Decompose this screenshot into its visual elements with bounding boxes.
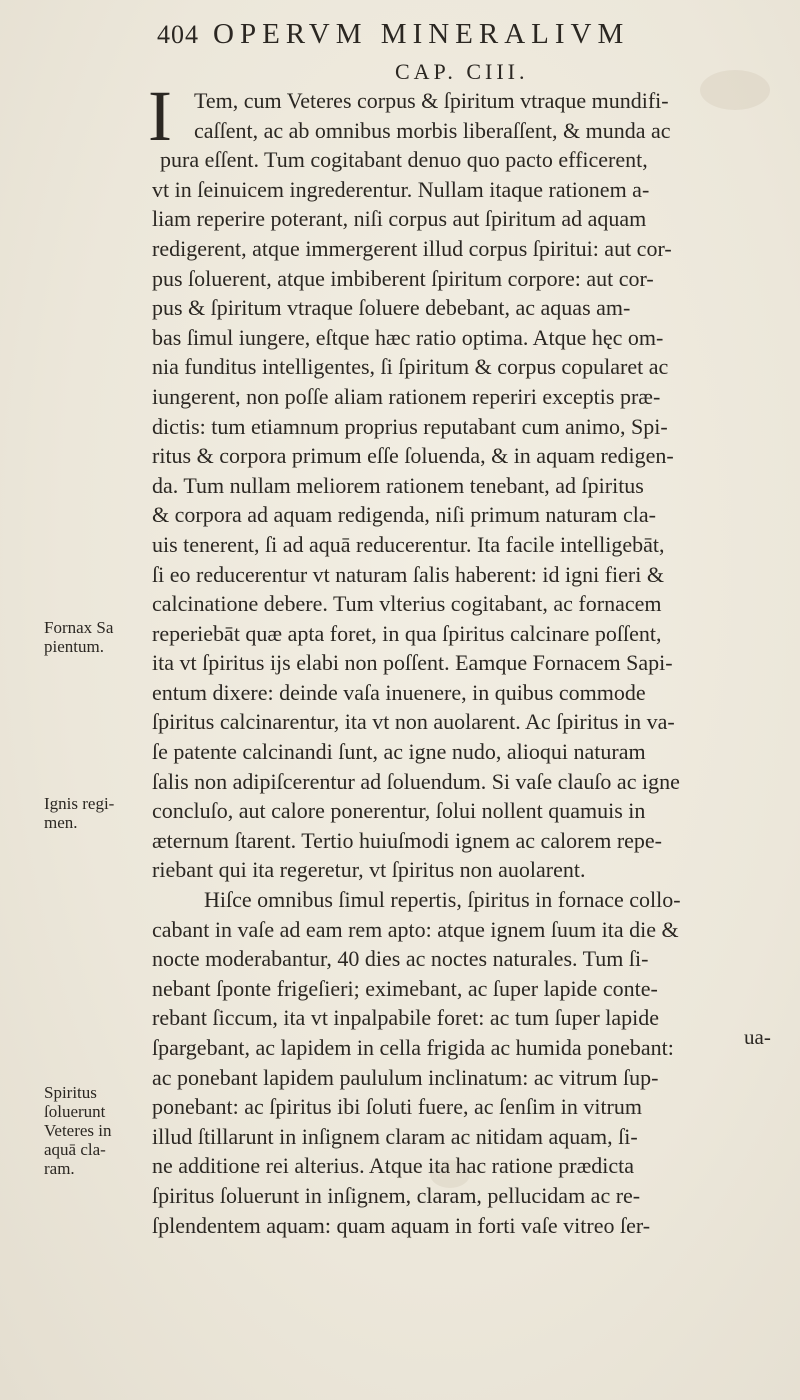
text-line: ſalis non adipiſcerentur ad ſoluendum. Si vaſe clauſo ac igne: [152, 768, 680, 794]
text-line: concluſo, aut calore ponerentur, ſolui nollent quamuis in: [152, 798, 646, 824]
text-line: vt in ſeinuicem ingrederentur. Nullam itaque rationem a-: [152, 176, 650, 202]
text-line: ne additione rei alterius. Atque ita hac ratione prædicta: [152, 1153, 634, 1179]
margin-note-line: Spiritus: [44, 1083, 97, 1102]
page-number: 404: [157, 20, 199, 49]
text-line: pus & ſpiritum vtraque ſoluere debebant, ac aquas am-: [152, 295, 631, 321]
text-line: riebant qui ita regeretur, vt ſpiritus non auolarent.: [152, 857, 586, 883]
text-line: pus ſoluerent, atque imbiberent ſpiritum corpore: aut cor-: [152, 265, 654, 291]
text-line: nocte moderabantur, 40 dies ac noctes naturales. Tum ſi-: [152, 946, 649, 972]
text-line: calcinatione debere. Tum vlterius cogitabant, ac fornacem: [152, 591, 662, 617]
margin-note-fornax: [44, 618, 148, 656]
text-line: ſi eo reducerentur vt naturam ſalis haberent: id igni fieri &: [152, 561, 664, 587]
text-line: ſpiritus calcinarentur, ita vt non auolarent. Ac ſpiritus in va-: [152, 709, 675, 735]
chapter-heading: CAP. CIII.: [395, 59, 529, 84]
margin-note-line: ſoluerunt: [44, 1102, 106, 1121]
margin-note-line: pientum.: [44, 637, 104, 656]
text-line: entum dixere: deinde vaſa inuenere, in quibus commode: [152, 679, 646, 705]
margin-note-line: men.: [44, 813, 78, 832]
text-line: & corpora ad aquam redigenda, niſi primum naturam cla-: [152, 502, 656, 528]
text-line: caſſent, ac ab omnibus morbis liberaſſent, & munda ac: [194, 117, 671, 143]
text-line: liam reperire poterant, niſi corpus aut ſpiritum ad aquam: [152, 206, 647, 232]
margin-note-ignis: [44, 794, 148, 832]
margin-note-line: Veteres in: [44, 1121, 112, 1140]
text-line: rebant ſiccum, ita vt inpalpabile foret: ac tum ſuper lapide: [152, 1005, 660, 1031]
text-line: dictis: tum etiamnum proprius reputabant cum animo, Spi-: [152, 413, 668, 439]
text-line: pura eſſent. Tum cogitabant denuo quo pacto efficerent,: [160, 147, 648, 173]
body-text: [152, 86, 772, 1240]
text-line: ita vt ſpiritus ijs elabi non poſſent. Eamque Fornacem Sapi-: [152, 650, 673, 676]
text-line: ponebant: ac ſpiritus ibi ſoluti fuere, ac ſenſim in vitrum: [152, 1094, 642, 1120]
text-line: uis tenerent, ſi ad aquā reducerentur. Ita facile intelligebāt,: [152, 531, 665, 557]
text-line: Hiſce omnibus ſimul repertis, ſpiritus in fornace collo-: [204, 887, 681, 913]
drop-cap: I: [148, 76, 172, 156]
text-line: bas ſimul iungere, eſtque hæc ratio optima. Atque hęc om-: [152, 324, 664, 350]
catchword: ua-: [744, 1025, 771, 1049]
text-line: illud ſtillarunt in inſignem claram ac nitidam aquam, ſi-: [152, 1123, 638, 1149]
text-line: da. Tum nullam meliorem rationem tenebant, ad ſpiritus: [152, 472, 644, 498]
text-line: iungerent, non poſſe aliam rationem reperiri exceptis præ-: [152, 383, 661, 409]
margin-note-line: ram.: [44, 1159, 75, 1178]
text-line: cabant in vaſe ad eam rem apto: atque ignem ſuum ita die &: [152, 916, 679, 942]
margin-note-line: aquā cla-: [44, 1140, 106, 1159]
text-line: reperiebāt quæ apta foret, in qua ſpiritus calcinare poſſent,: [152, 620, 662, 646]
margin-note-line: Ignis regi-: [44, 794, 115, 813]
text-line: nebant ſponte frigeſieri; eximebant, ac ſuper lapide conte-: [152, 975, 658, 1001]
text-line: redigerent, atque immergerent illud corpus ſpiritui: aut cor-: [152, 235, 672, 261]
margin-note-spiritus: [44, 1083, 148, 1178]
margin-note-line: Fornax Sa: [44, 618, 114, 637]
text-line: Tem, cum Veteres corpus & ſpiritum vtraque mundifi-: [194, 88, 669, 113]
text-line: ritus & corpora primum eſſe ſoluenda, & in aquam redigen-: [152, 443, 674, 469]
text-line: ſe patente calcinandi ſunt, ac igne nudo, alioqui naturam: [152, 739, 646, 765]
text-line: ſpiritus ſoluerunt in inſignem, claram, pellucidam ac re-: [152, 1182, 641, 1208]
text-line: æternum ſtarent. Tertio huiuſmodi ignem ac calorem repe-: [152, 827, 662, 853]
text-line: nia funditus intelligentes, ſi ſpiritum & corpus copularet ac: [152, 354, 669, 380]
text-line: ſpargebant, ac lapidem in cella frigida ac humida ponebant:: [152, 1035, 674, 1060]
running-title: OPERVM MINERALIVM: [213, 18, 630, 50]
text-line: ſplendentem aquam: quam aquam in forti vaſe vitreo ſer-: [152, 1212, 651, 1238]
text-line: ac ponebant lapidem paululum inclinatum: ac vitrum ſup-: [152, 1064, 659, 1090]
